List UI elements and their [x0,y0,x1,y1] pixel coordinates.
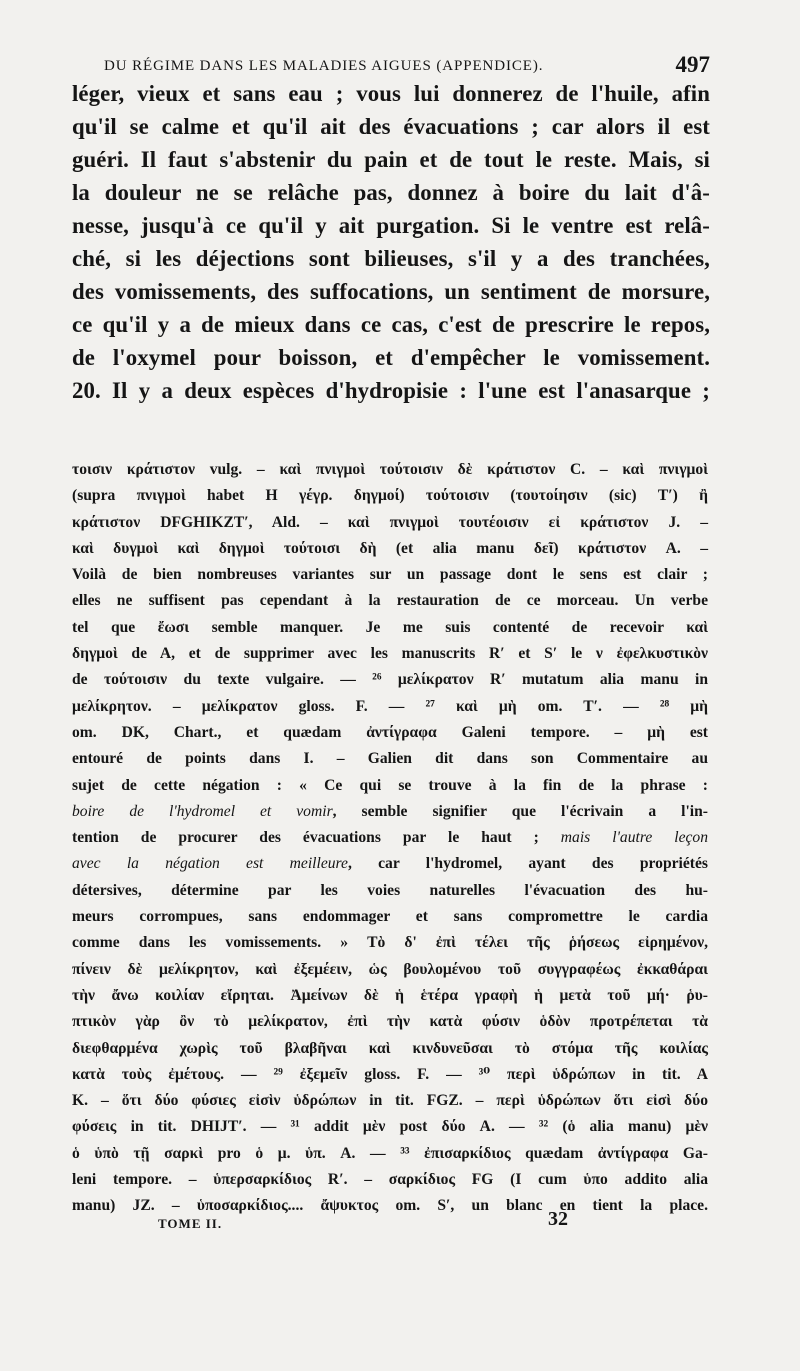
volume-label: TOME II. [158,1216,223,1231]
note-line: K. – ὅτι δύο φύσιες εἰσὶν ὑδρώπων in tit. FGZ. – περὶ ὑδρώπων ὅτι εἰσὶ δύο [72,1092,708,1110]
note-line: κράτιστον DFGHIKZT′, Ald. – καὶ πνιγμοὶ τουτέοισιν εἰ κράτιστον J. – [72,513,708,531]
note-line: διεφθαρμένα χωρὶς τοῦ βλαβῆναι καὶ κινδυνεῦσαι τὸ στόμα τῆς κοιλίας [72,1039,708,1057]
main-line: des vomissements, des suffocations, un sentiment de morsure, [72,279,710,304]
footnotes [72,457,708,1220]
main-line: de l'oxymel pour boisson, et d'empêcher le vomissement. [72,345,710,370]
main-line: ce qu'il y a de mieux dans ce cas, c'est de prescrire le repos, [72,312,710,337]
note-line: leni tempore. – ὑπερσαρκίδιος R′. – σαρκίδιος FG (I cum ὑπο addito alia [72,1171,708,1189]
note-line: (supra πνιγμοὶ habet H γέγρ. δηγμοί) τούτοισιν (τουτοίησιν (sic) T′) ἢ [72,487,708,505]
note-line: καὶ δυγμοὶ καὶ δηγμοὶ τούτοισι δὴ (et alia manu δεῖ) κράτιστον A. – [72,539,708,557]
note-line: μελίκρητον. – μελίκρατον gloss. F. — ²⁷ καὶ μὴ om. T′. — ²⁸ μὴ [72,697,708,715]
note-line: manu) JZ. – ὑποσαρκίδιος.... ἄψυκτος om. S′, un blanc en tient la place. [72,1197,708,1215]
note-line: δηγμοὶ de A, et de supprimer avec les manuscrits R′ et S′ le ν ἐφελκυστικὸν [72,645,708,663]
page-footer [150,1208,710,1238]
note-line: Voilà de bien nombreuses variantes sur un passage dont le sens est clair ; [72,566,708,584]
note-line: πίνειν δὲ μελίκρητον, καὶ ἐξεμέειν, ὡς βουλομένου τοῦ συγγραφέως ἐκκαθάραι [72,960,708,978]
note-line: détersives, détermine par les voies naturelles l'évacuation des hu- [72,881,708,899]
note-line: om. DK, Chart., et quædam ἀντίγραφα Galeni tempore. – μὴ est [72,723,708,741]
note-line: boire de l'hydromel et vomir, semble signifier que l'écrivain a l'in- [72,802,708,820]
note-line: πτικὸν γὰρ ὂν τὸ μελίκρατον, ἐπὶ τὴν κατὰ φύσιν ὁδὸν προτρέπεται τὰ [72,1013,708,1031]
note-line: sujet de cette négation : « Ce qui se trouve à la fin de la phrase : [72,776,708,794]
note-line: de τούτοισιν du texte vulgaire. — ²⁶ μελίκρατον R′ mutatum alia manu in [72,671,708,689]
note-line: entouré de points dans I. – Galien dit dans son Commentaire au [72,750,708,768]
note-line: comme dans les vomissements. » Τὸ δ' ἐπὶ τέλει τῆς ῥήσεως εἰρημένον, [72,934,708,952]
running-head: DU RÉGIME DANS LES MALADIES AIGUES (APPENDICE). [104,58,544,74]
page-number: 497 [675,52,710,77]
main-text [72,77,710,407]
main-line: ché, si les déjections sont bilieuses, s'il y a des tranchées, [72,246,710,271]
note-line: τὴν ἄνω κοιλίαν εἴρηται. Ἀμείνων δὲ ἡ ἑτέρα γραφὴ ἡ μετὰ τοῦ μή· ῥυ- [72,986,708,1004]
main-line: qu'il se calme et qu'il ait des évacuations ; car alors il est [72,114,710,139]
main-line: la douleur ne se relâche pas, donnez à boire du lait d'â- [72,180,710,205]
signature-mark: 32 [548,1208,568,1230]
main-line: nesse, jusqu'à ce qu'il y ait purgation. Si le ventre est relâ- [72,213,710,238]
note-line: τοισιν κράτιστον vulg. – καὶ πνιγμοὶ τούτοισιν δὲ κράτιστον C. – καὶ πνιγμοὶ [72,461,708,478]
note-line: avec la négation est meilleure, car l'hydromel, ayant des propriétés [72,855,708,873]
note-line: meurs corrompues, sans endommager et sans compromettre le cardia [72,908,708,926]
main-line: guéri. Il faut s'abstenir du pain et de tout le reste. Mais, si [72,147,710,172]
note-line: tel que ἔωσι semble manquer. Je me suis contenté de recevoir καὶ [72,618,708,636]
note-line: tention de procurer des évacuations par le haut ; mais l'autre leçon [72,829,709,847]
note-line: κατὰ τοὺς ἐμέτους. — ²⁹ ἐξεμεῖν gloss. F. — ³⁰ περὶ ὑδρώπων in tit. A [72,1065,708,1083]
main-line: 20. Il y a deux espèces d'hydropisie : l'une est l'anasarque ; [72,378,710,403]
note-line: elles ne suffisent pas cependant à la restauration de ce morceau. Un verbe [72,592,708,610]
note-line: φύσεις in tit. DHIJT′. — ³¹ addit μὲν post δύο A. — ³² (ὁ alia manu) μὲν [72,1118,708,1136]
main-line: léger, vieux et sans eau ; vous lui donnerez de l'huile, afin [72,81,710,106]
note-line: ὁ ὑπὸ τῇ σαρκὶ pro ὁ μ. ὑπ. A. — ³³ ἐπισαρκίδιος quædam ἀντίγραφα Ga- [72,1144,708,1162]
